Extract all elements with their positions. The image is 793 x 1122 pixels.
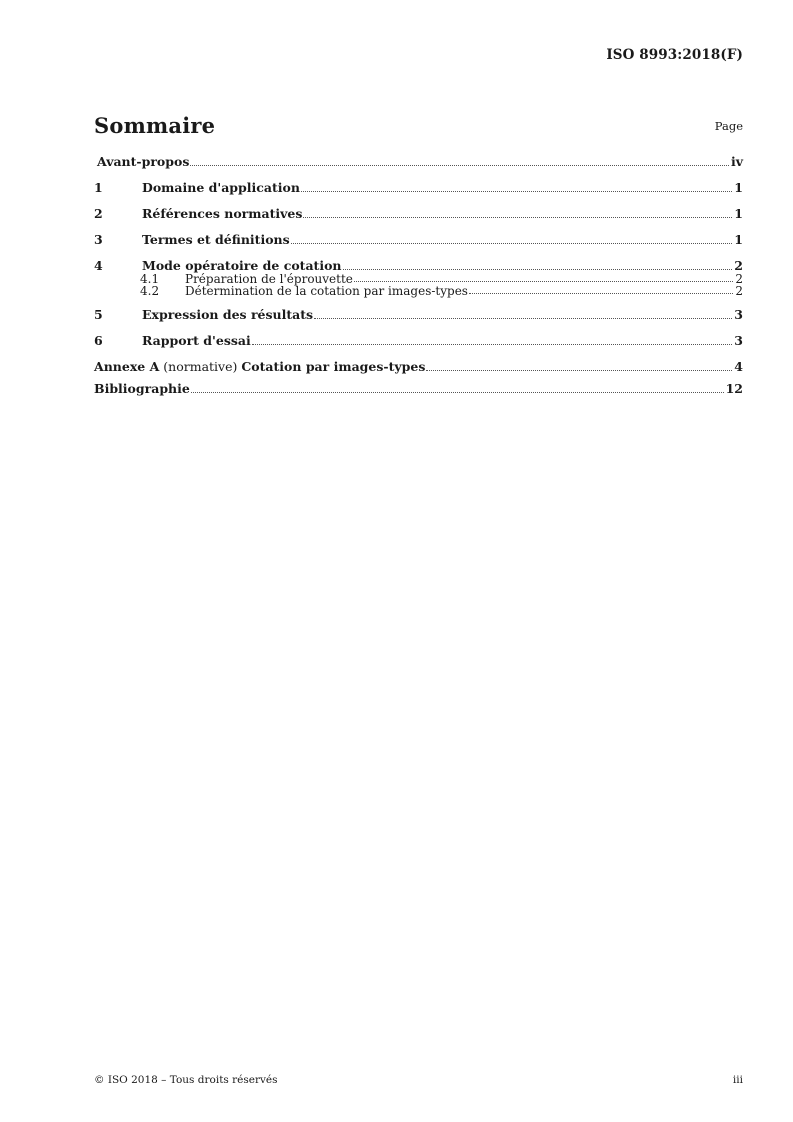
toc-entry-page: 2 — [734, 258, 743, 273]
toc-entry-mode-operatoire[interactable] — [94, 258, 743, 273]
toc-entry-page: iv — [730, 154, 743, 169]
toc-entry-number: 4.2 — [140, 284, 160, 298]
page-number: iii — [732, 1074, 743, 1086]
toc-entry-termes[interactable] — [94, 232, 743, 247]
toc-title: Sommaire — [94, 113, 216, 138]
toc-entry-page: 1 — [734, 206, 743, 221]
toc-entry-references[interactable] — [94, 206, 743, 221]
annex-title: Cotation par images-types — [241, 359, 426, 374]
dot-leader — [343, 269, 733, 270]
toc-entry-avant-propos[interactable] — [94, 154, 743, 169]
toc-entry-domaine[interactable] — [94, 180, 743, 195]
toc-entry-number: 3 — [94, 232, 103, 247]
toc-entry-label: Domaine d'application — [142, 180, 300, 195]
toc-entry-annexe-a[interactable] — [94, 359, 743, 374]
dot-leader — [303, 217, 732, 218]
toc-entry-number: 2 — [94, 206, 103, 221]
toc-entry-number: 5 — [94, 307, 103, 322]
toc-entry-page: 12 — [725, 381, 743, 396]
dot-leader — [291, 243, 733, 244]
toc-entry-label — [94, 359, 425, 374]
toc-entry-expression[interactable] — [94, 307, 743, 322]
table-of-contents — [94, 154, 743, 407]
toc-entry-label: Préparation de l'éprouvette — [185, 272, 353, 286]
document-reference: ISO 8993:2018(F) — [606, 47, 743, 63]
toc-entry-page: 4 — [734, 359, 743, 374]
toc-entry-label: Bibliographie — [94, 381, 190, 396]
toc-entry-determination[interactable] — [94, 285, 743, 297]
toc-entry-page: 3 — [734, 307, 743, 322]
toc-entry-label: Expression des résultats — [142, 307, 314, 322]
dot-leader — [252, 344, 733, 345]
toc-entry-label: Détermination de la cotation par images-types — [185, 284, 468, 298]
toc-entry-label: Termes et définitions — [142, 232, 290, 247]
annex-prefix: Annexe A — [94, 359, 160, 374]
toc-entry-page: 1 — [734, 232, 743, 247]
toc-entry-number: 4 — [94, 258, 103, 273]
dot-leader — [314, 318, 732, 319]
dot-leader — [426, 370, 732, 371]
annex-type: (normative) — [163, 359, 238, 374]
toc-entry-number: 4.1 — [140, 272, 160, 286]
toc-entry-label: Rapport d'essai — [142, 333, 251, 348]
dot-leader — [190, 165, 729, 166]
toc-entry-page: 1 — [734, 180, 743, 195]
dot-leader — [301, 191, 732, 192]
toc-entry-page: 3 — [734, 333, 743, 348]
toc-entry-rapport[interactable] — [94, 333, 743, 348]
toc-entry-label: Mode opératoire de cotation — [142, 258, 342, 273]
toc-entry-page: 2 — [735, 284, 743, 298]
toc-entry-label: Références normatives — [142, 206, 303, 221]
page-column-label: Page — [714, 119, 743, 133]
toc-entry-number: 6 — [94, 333, 103, 348]
toc-entry-number: 1 — [94, 180, 103, 195]
dot-leader — [191, 392, 724, 393]
toc-entry-bibliographie[interactable] — [94, 381, 743, 396]
toc-entry-page: 2 — [735, 272, 743, 286]
dot-leader — [469, 293, 733, 294]
copyright-notice: © ISO 2018 – Tous droits réservés — [94, 1074, 278, 1086]
dot-leader — [354, 281, 733, 282]
toc-entry-label: Avant-propos — [97, 154, 190, 169]
